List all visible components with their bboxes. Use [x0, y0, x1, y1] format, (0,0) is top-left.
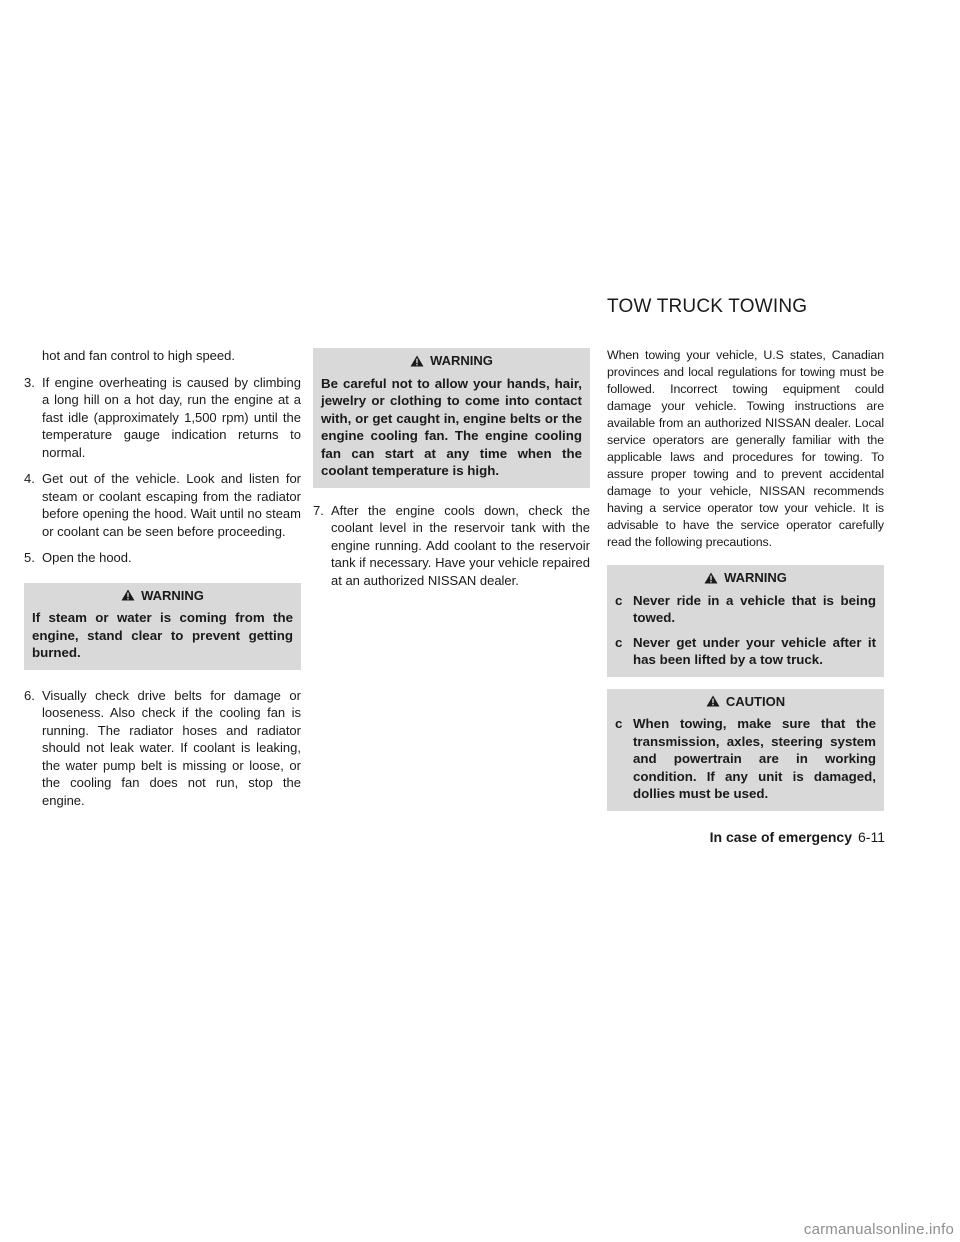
list-item-7: [313, 502, 590, 590]
item-number: 5.: [24, 550, 35, 565]
list-item-6: [24, 687, 301, 810]
warning-box-towing: [607, 565, 884, 677]
bullet-glyph: c: [615, 592, 623, 608]
list-item: [615, 592, 876, 627]
list-item-5: [24, 549, 301, 567]
warning-label: WARNING: [141, 587, 204, 603]
item-text: Get out of the vehicle. Look and listen for steam or coolant escaping from the radiator before opening the hood. Wait until no steam or coolant can be seen before proceeding.: [42, 471, 301, 539]
column-3: [607, 347, 884, 811]
item-text: Open the hood.: [42, 550, 132, 565]
item-number: 4.: [24, 471, 35, 486]
footer-section-label: In case of emergency: [709, 829, 853, 845]
column-2: [313, 348, 590, 589]
caution-header: [615, 693, 876, 711]
section-title: TOW TRUCK TOWING: [607, 296, 808, 317]
list-item: [615, 715, 876, 803]
warning-header: [32, 587, 293, 605]
caution-box-towing: [607, 689, 884, 811]
bullet-text: Never get under your vehicle after it has been lifted by a tow truck.: [633, 634, 876, 667]
warning-triangle-icon: [121, 589, 135, 601]
item-number: 6.: [24, 687, 35, 703]
page-number: 6-11: [858, 829, 885, 845]
item-text: After the engine cools down, check the coolant level in the reservoir tank with the engine running. Add coolant to the reservoir tank if necessary. Have your vehicle repaired at an authorized NISSAN dealer.: [331, 502, 590, 588]
watermark-text: carmanualsonline.info: [803, 1221, 954, 1238]
bullet-text: Never ride in a vehicle that is being towed.: [633, 592, 876, 625]
caution-label: CAUTION: [725, 693, 786, 709]
warning-box-fan: [313, 348, 590, 488]
warning-text: If steam or water is coming from the engine, stand clear to prevent getting burned.: [32, 610, 293, 660]
page-footer: [710, 829, 885, 845]
warning-box-steam: [24, 583, 301, 670]
warning-label: WARNING: [430, 353, 493, 368]
column-1: [24, 347, 301, 809]
item-text: Visually check drive belts for damage or looseness. Also check if the cooling fan is running. The radiator hoses and radiator should not leak water. If coolant is leaking, the water pump belt is missing or loose, or the cooling fan does not run, stop the engine.: [42, 687, 301, 808]
item-number: 3.: [24, 374, 35, 390]
bullet-glyph: c: [615, 634, 623, 650]
list-item-4: [24, 470, 301, 540]
list-item: [615, 634, 876, 669]
warning-triangle-icon: [704, 572, 718, 584]
bullet-text: When towing, make sure that the transmission, axles, steering system and powertrain are in working condition. If any unit is damaged, dollies must be used.: [633, 716, 876, 801]
caution-triangle-icon: [706, 695, 720, 707]
list-item-3: [24, 374, 301, 462]
warning-triangle-icon: [410, 355, 424, 367]
bullet-glyph: c: [615, 716, 623, 731]
item-number: 7.: [313, 502, 324, 518]
item-text: If engine overheating is caused by climbing a long hill on a hot day, run the engine at a fast idle (approximately 1,500 rpm) until the temperature gauge indication returns to normal.: [42, 374, 301, 460]
continuation-text: hot and fan control to high speed.: [42, 348, 235, 363]
warning-header: [321, 352, 582, 370]
warning-header: [615, 569, 876, 587]
warning-text: Be careful not to allow your hands, hair, jewelry or clothing to come into contact with, or get caught in, engine belts or the engine cooling fan. The engine cooling fan can start at any time when the coolant temperature is high.: [321, 375, 582, 478]
warning-label: WARNING: [724, 570, 787, 585]
towing-intro-paragraph: When towing your vehicle, U.S states, Canadian provinces and local regulations for towing must be followed. Incorrect towing equipment could damage your vehicle. Towing instructions are available from an authorized NISSAN dealer. Local service operators are generally familiar with the applicable laws and procedures for towing. To assure proper towing and to prevent accidental damage to your vehicle, NISSAN recommends having a service operator tow your vehicle. It is advisable to have the service operator carefully read the following precautions.: [607, 348, 884, 549]
